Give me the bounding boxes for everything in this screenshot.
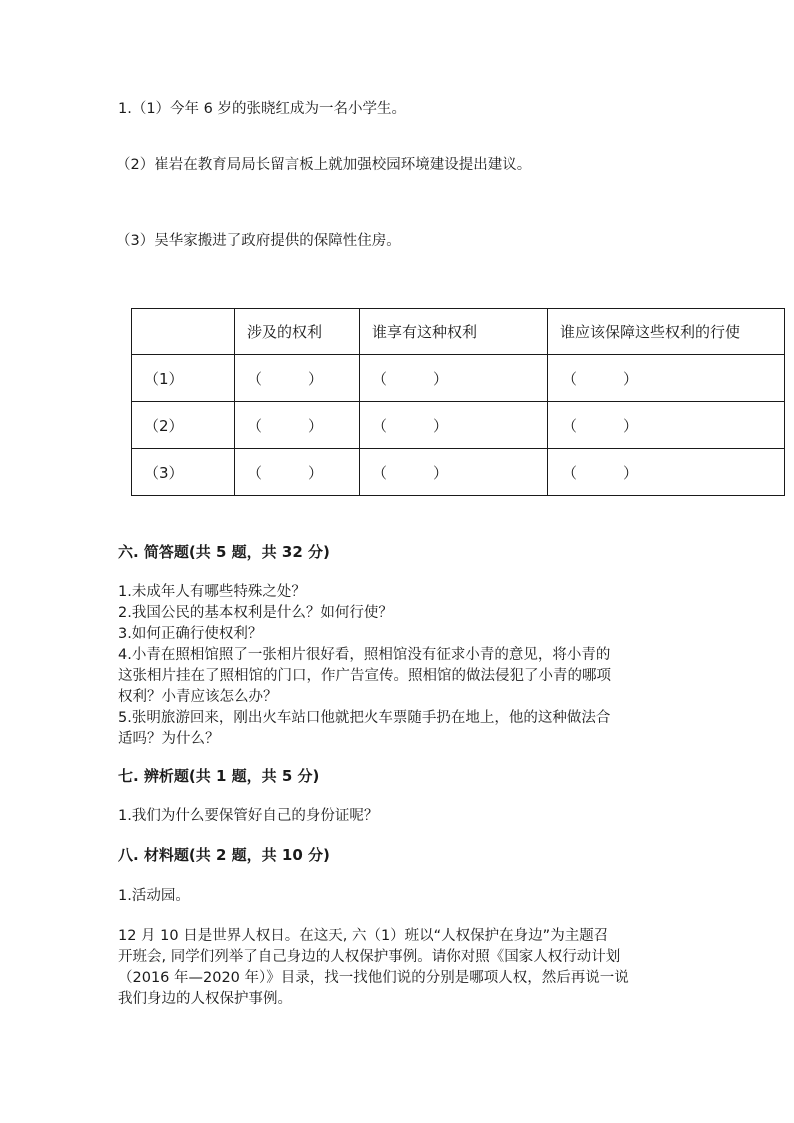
section-6-question: 4.小青在照相馆照了一张相片很好看，照相馆没有征求小青的意见，将小青的 xyxy=(118,647,611,663)
paren-pair: （ ） xyxy=(562,463,639,482)
answer-blank[interactable] xyxy=(548,355,785,402)
section-6-question: 3.如何正确行使权利？ xyxy=(118,626,263,642)
section-6-question: 1.未成年人有哪些特殊之处？ xyxy=(118,584,306,600)
paren-pair: （ ） xyxy=(372,463,449,482)
section-7-question: 1.我们为什么要保管好自己的身份证呢？ xyxy=(118,808,379,824)
table-row xyxy=(132,449,785,496)
row-label: （3） xyxy=(132,449,235,496)
section-8-title: 八. 材料题(共 2 题，共 10 分) xyxy=(118,846,330,864)
section-8-paragraph: 我们身边的人权保护事例。 xyxy=(118,991,292,1007)
paren-pair: （ ） xyxy=(372,369,449,388)
table-row xyxy=(132,355,785,402)
section-8-paragraph: （2016 年—2020 年）》目录，找一找他们说的分别是哪项人权，然后再说一说 xyxy=(118,970,629,986)
answer-blank[interactable] xyxy=(548,449,785,496)
row-label: （2） xyxy=(132,402,235,449)
answer-blank[interactable] xyxy=(360,402,548,449)
table-header-cell: 涉及的权利 xyxy=(235,309,360,355)
scenario-3: （3）吴华家搬进了政府提供的保障性住房。 xyxy=(116,233,401,249)
table-header-cell xyxy=(132,309,235,355)
row-label: （1） xyxy=(132,355,235,402)
section-7-title: 七. 辨析题(共 1 题，共 5 分) xyxy=(118,767,320,785)
rights-table xyxy=(131,308,785,496)
answer-blank[interactable] xyxy=(548,402,785,449)
section-8-question: 1.活动园。 xyxy=(118,888,190,904)
table-row xyxy=(132,402,785,449)
paren-pair: （ ） xyxy=(247,416,324,435)
section-6-question: 2.我国公民的基本权利是什么？如何行使？ xyxy=(118,605,393,621)
answer-blank[interactable] xyxy=(360,355,548,402)
paren-pair: （ ） xyxy=(372,416,449,435)
paren-pair: （ ） xyxy=(247,369,324,388)
section-8-paragraph: 12 月 10 日是世界人权日。在这天, 六（1）班以“人权保护在身边”为主题召 xyxy=(118,928,609,944)
paren-pair: （ ） xyxy=(562,416,639,435)
paren-pair: （ ） xyxy=(562,369,639,388)
section-6-question: 权利？小青应该怎么办？ xyxy=(118,689,278,705)
section-6-question: 这张相片挂在了照相馆的门口，作广告宣传。照相馆的做法侵犯了小青的哪项 xyxy=(118,668,611,684)
answer-blank[interactable] xyxy=(235,355,360,402)
answer-blank[interactable] xyxy=(235,402,360,449)
section-6-question: 适吗？为什么？ xyxy=(118,731,220,747)
section-6-title: 六. 简答题(共 5 题，共 32 分) xyxy=(118,543,330,561)
section-6-question: 5.张明旅游回来，刚出火车站口他就把火车票随手扔在地上，他的这种做法合 xyxy=(118,710,611,726)
paren-pair: （ ） xyxy=(247,463,324,482)
scenario-1: 1.（1）今年 6 岁的张晓红成为一名小学生。 xyxy=(118,101,407,117)
table-header-row xyxy=(132,309,785,355)
scenario-2: （2）崔岩在教育局局长留言板上就加强校园环境建设提出建议。 xyxy=(116,157,532,173)
table-header-cell: 谁应该保障这些权利的行使 xyxy=(548,309,785,355)
answer-blank[interactable] xyxy=(235,449,360,496)
answer-blank[interactable] xyxy=(360,449,548,496)
table-header-cell: 谁享有这种权利 xyxy=(360,309,548,355)
section-8-paragraph: 开班会, 同学们列举了自己身边的人权保护事例。请你对照《国家人权行动计划 xyxy=(118,949,621,965)
